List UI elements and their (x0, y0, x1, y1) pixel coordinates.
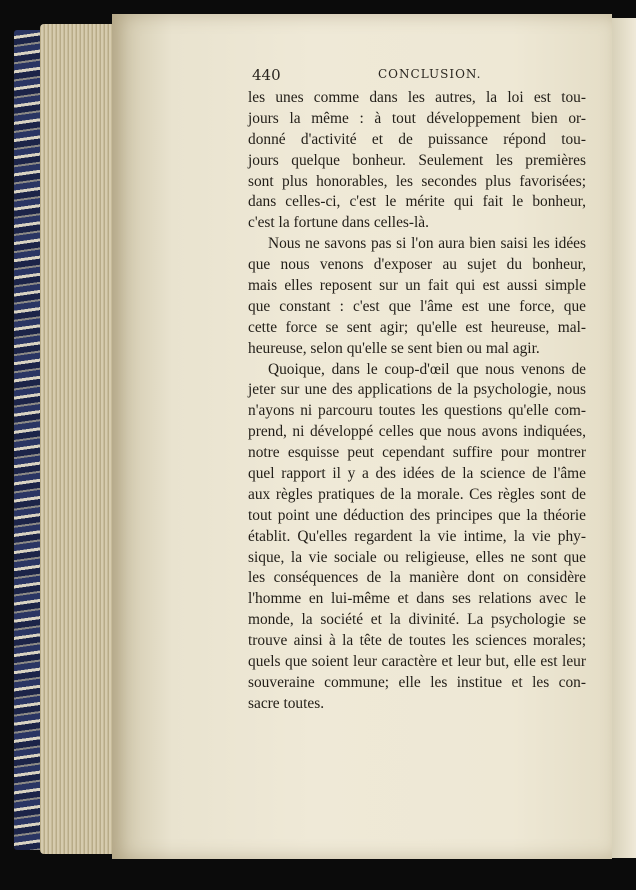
text-line: l'homme en lui-même et dans ses relations avec le (248, 590, 586, 608)
text-line: les conséquences de la manière dont on considère (248, 569, 586, 587)
text-line: sacre toutes. (248, 694, 325, 712)
page-number: 440 (252, 66, 281, 84)
text-line: trouve ainsi à la tête de toutes les sciences morales; (248, 632, 586, 650)
text-line: prend, ni développé celles que nous avons indiquées, (248, 423, 586, 441)
page-header (252, 66, 582, 88)
text-line: que constant : c'est que l'âme est une force, que (248, 297, 586, 315)
text-line: sique, la vie sociale ou religieuse, elles ne sont que (248, 548, 586, 566)
text-line: sont plus honorables, les secondes plus favorisées; (248, 172, 586, 190)
text-line: dans celles-ci, c'est le mérite qui fait le bonheur, (248, 193, 586, 211)
paragraph (248, 234, 586, 359)
text-line: notre esquisse peut cependant suffire pour montrer (248, 444, 586, 462)
text-line: aux règles pratiques de la morale. Ces règles sont de (248, 485, 586, 503)
body-text (248, 88, 586, 715)
text-line: mais elles reposent sur un fait qui est aussi simple (248, 277, 586, 295)
text-line: Nous ne savons pas si l'on aura bien saisi les idées (268, 235, 586, 253)
running-head: CONCLUSION. (378, 67, 482, 81)
paragraph (248, 88, 586, 234)
text-line: quels que soient leur caractère et leur but, elle est leur (248, 653, 586, 671)
text-line: établit. Qu'elles regardent la vie intime, la vie phy- (248, 527, 586, 545)
text-line: heureuse, selon qu'elle se sent bien ou mal agir. (248, 339, 540, 357)
text-line: Quoique, dans le coup-d'œil que nous venons de (268, 360, 586, 378)
text-line: jours quelque bonheur. Seulement les premières (248, 151, 586, 169)
text-line: jeter sur une des applications de la psychologie, nous (248, 381, 586, 399)
facing-page-edge (612, 18, 636, 858)
text-line: donné d'activité et de puissance répond tou- (248, 130, 586, 148)
text-line: tout point une déduction des principes que la théorie (248, 506, 586, 524)
text-line: monde, la société et la divinité. La psychologie se (248, 611, 586, 629)
paragraph (248, 360, 586, 715)
text-line: cette force se sent agir; qu'elle est heureuse, mal- (248, 318, 586, 336)
text-line: jours la même : à tout développement bien or- (248, 109, 586, 127)
text-line: quel rapport il y a des idées de la science de l'âme (248, 465, 586, 483)
text-line: n'ayons ni parcouru toutes les questions qu'elle com- (248, 402, 586, 420)
text-line: les unes comme dans les autres, la loi est tou- (248, 89, 586, 106)
text-line: c'est la fortune dans celles-là. (248, 214, 429, 232)
text-line: souveraine commune; elle les institue et les con- (248, 673, 586, 691)
text-line: que nous venons d'exposer au sujet du bonheur, (248, 256, 586, 274)
